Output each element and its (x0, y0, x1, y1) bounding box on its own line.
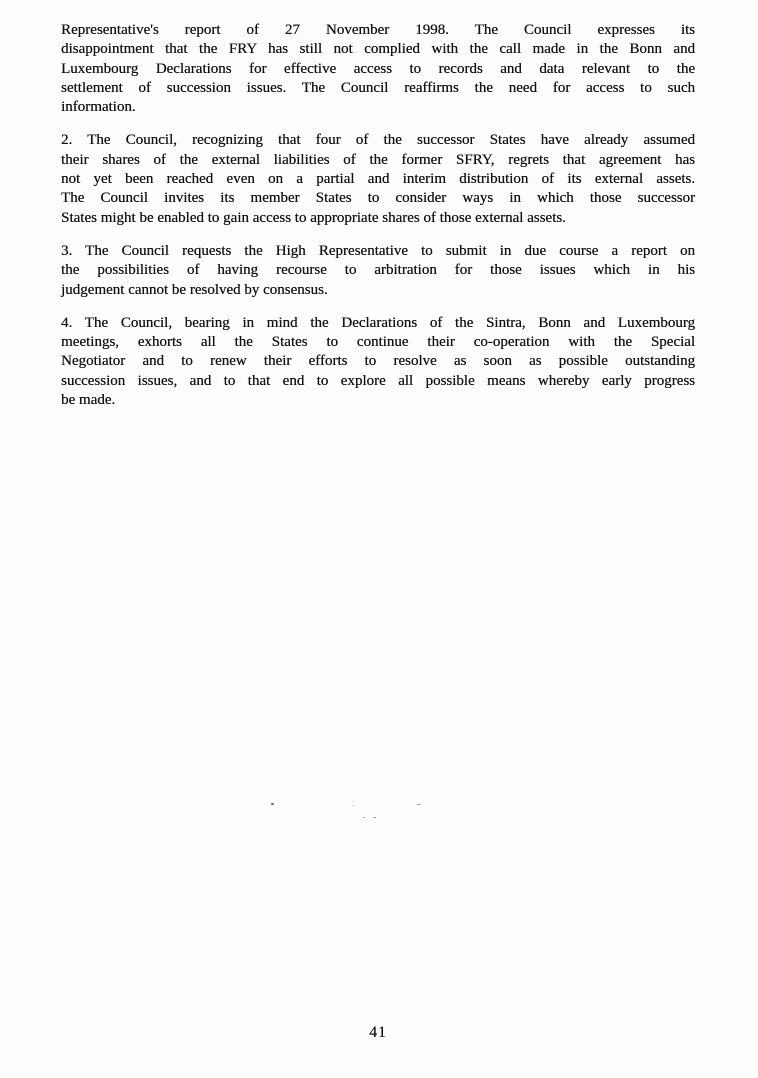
paragraph (61, 314, 695, 410)
text-line: succession issues, and to that end to explore all possible means whereby early progress (61, 372, 695, 389)
text-line: disappointment that the FRY has still not complied with the call made in the Bonn and (61, 41, 695, 58)
text-line: not yet been reached even on a partial and interim distribution of its external assets. (61, 171, 695, 188)
text-line: meetings, exhorts all the States to continue their co-operation with the Special (61, 334, 695, 351)
text-line: Luxembourg Declarations for effective access to records and data relevant to the (61, 60, 695, 77)
paragraph (61, 131, 695, 227)
scan-speck (363, 817, 365, 818)
text-line: Negotiator and to renew their efforts to resolve as soon as possible outstanding (61, 353, 695, 370)
text-line: 4. The Council, bearing in mind the Declarations of the Sintra, Bonn and Luxembourg (61, 314, 695, 331)
paragraph (61, 21, 695, 117)
page-number: 41 (369, 1024, 387, 1041)
paragraphs (61, 21, 695, 410)
text-line: the possibilities of having recourse to arbitration for those issues which in his (61, 262, 695, 279)
text-line: 3. The Council requests the High Representative to submit in due course a report on (61, 242, 695, 259)
text-line: States might be enabled to gain access to appropriate shares of those external assets. (61, 209, 566, 226)
document-body (61, 21, 695, 424)
text-line: 2. The Council, recognizing that four of the successor States have already assumed (61, 132, 695, 149)
scan-speck (352, 805, 353, 806)
scan-speck (271, 803, 274, 805)
scan-speck (373, 817, 376, 818)
text-line: information. (61, 99, 136, 116)
text-line: The Council invites its member States to consider ways in which those successor (61, 190, 695, 207)
text-line: judgement cannot be resolved by consensus. (61, 281, 328, 298)
scan-speck (417, 804, 420, 805)
text-line: be made. (61, 392, 116, 409)
text-line: settlement of succession issues. The Council reaffirms the need for access to such (61, 79, 695, 96)
text-line: their shares of the external liabilities of the former SFRY, regrets that agreement has (61, 151, 695, 168)
paragraph (61, 242, 695, 300)
text-line: Representative's report of 27 November 1998. The Council expresses its (61, 22, 695, 38)
